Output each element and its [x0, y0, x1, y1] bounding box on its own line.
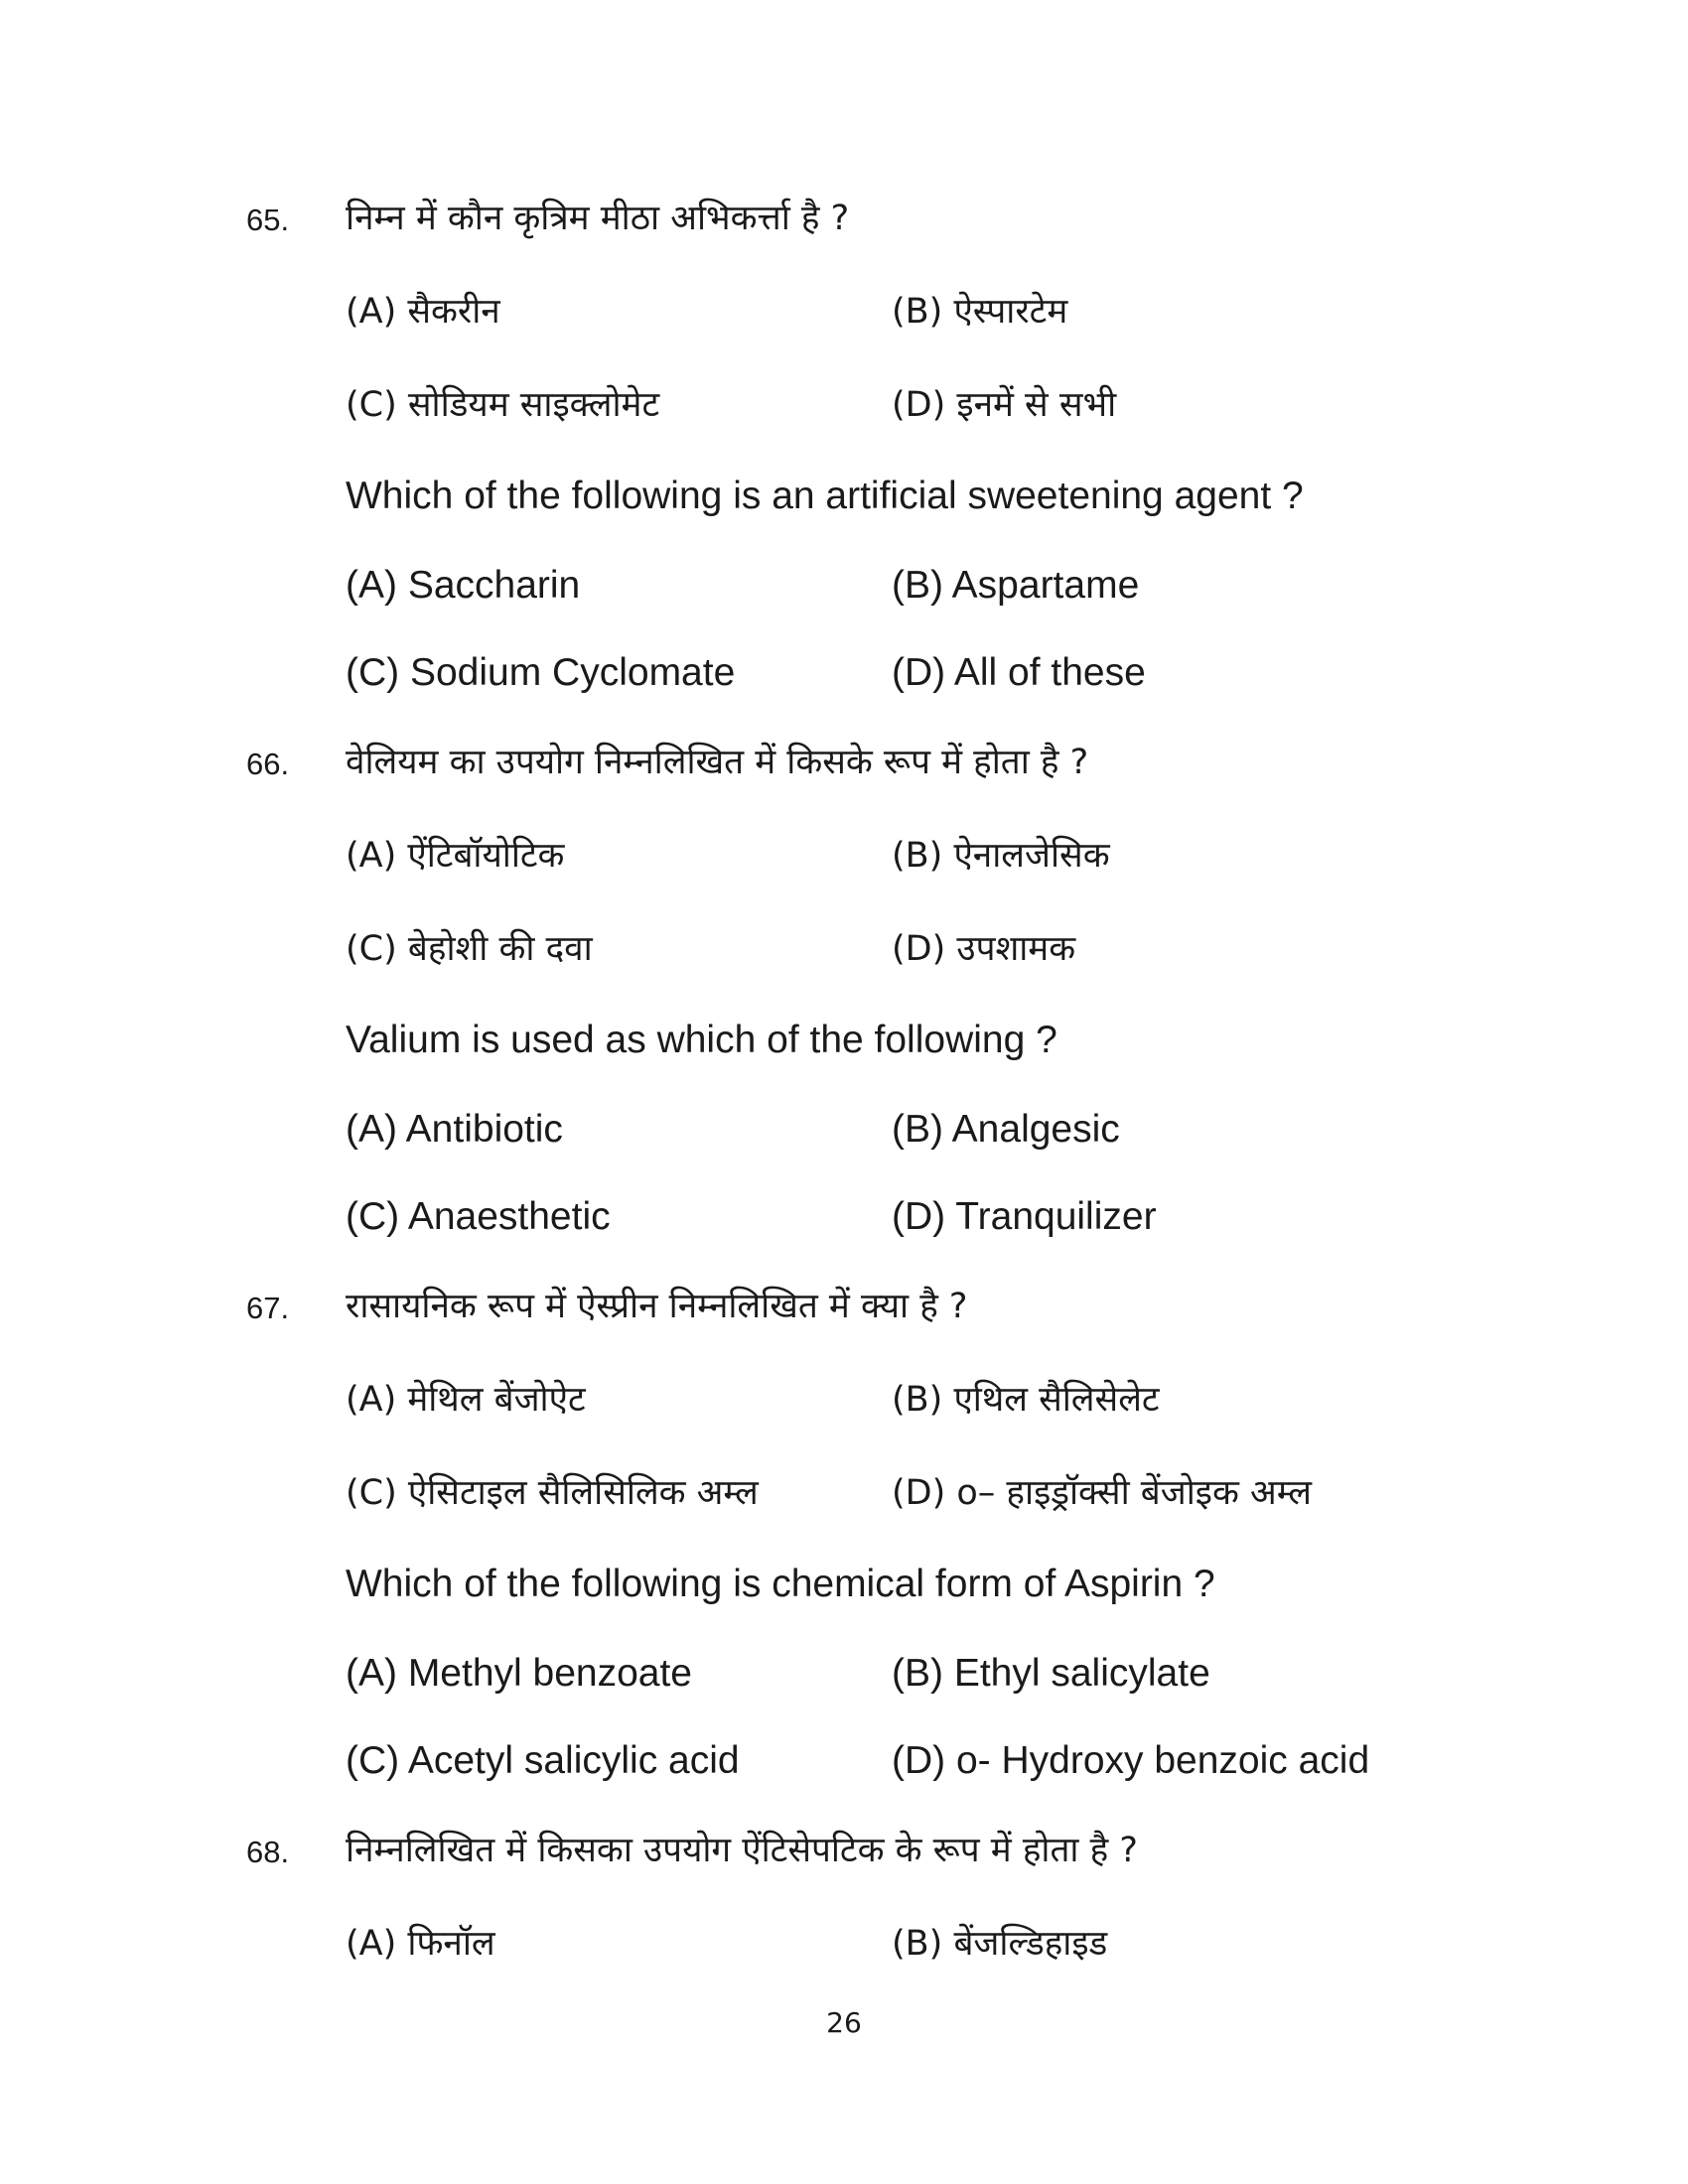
- option-b-hindi: (B) ऐनालजेसिक: [892, 836, 1110, 876]
- option-b-hindi: (B) एथिल सैलिसेलेट: [892, 1380, 1160, 1420]
- question-stem-english: Valium is used as which of the following ?: [346, 1019, 1057, 1061]
- option-d-english: (D) All of these: [892, 651, 1146, 694]
- option-a-hindi: (A) ऐंटिबॉयोटिक: [346, 836, 565, 876]
- option-d-hindi: (D) उपशामक: [892, 929, 1076, 969]
- question-stem-hindi: निम्नलिखित में किसका उपयोग ऐंटिसेपटिक के रूप में होता है ?: [346, 1831, 1138, 1870]
- question-stem-english: Which of the following is chemical form of Aspirin ?: [346, 1563, 1215, 1605]
- question-stem-hindi: वेलियम का उपयोग निम्नलिखित में किसके रूप में होता है ?: [346, 743, 1089, 782]
- question-number: 67.: [246, 1291, 290, 1325]
- question-number: 65.: [246, 203, 290, 237]
- option-b-english: (B) Aspartame: [892, 564, 1140, 607]
- question-number: 66.: [246, 747, 290, 781]
- option-c-english: (C) Anaesthetic: [346, 1195, 611, 1238]
- page-number: 26: [826, 2006, 862, 2039]
- option-c-hindi: (C) सोडियम साइक्लोमेट: [346, 385, 660, 425]
- option-c-hindi: (C) ऐसिटाइल सैलिसिलिक अम्ल: [346, 1473, 759, 1513]
- option-a-english: (A) Antibiotic: [346, 1108, 563, 1151]
- question-stem-hindi: निम्न में कौन कृत्रिम मीठा अभिकर्त्ता है ?: [346, 199, 850, 238]
- option-a-english: (A) Saccharin: [346, 564, 581, 607]
- option-b-hindi: (B) ऐस्पारटेम: [892, 292, 1068, 332]
- option-b-english: (B) Ethyl salicylate: [892, 1652, 1210, 1695]
- option-b-english: (B) Analgesic: [892, 1108, 1120, 1151]
- option-c-english: (C) Acetyl salicylic acid: [346, 1739, 740, 1782]
- question-number: 68.: [246, 1835, 290, 1869]
- question-stem-hindi: रासायनिक रूप में ऐस्प्रीन निम्नलिखित में क्या है ?: [346, 1287, 968, 1326]
- option-c-english: (C) Sodium Cyclomate: [346, 651, 736, 694]
- question-stem-english: Which of the following is an artificial sweetening agent ?: [346, 475, 1304, 517]
- option-a-hindi: (A) मेथिल बेंजोऐट: [346, 1380, 586, 1420]
- option-a-english: (A) Methyl benzoate: [346, 1652, 693, 1695]
- option-d-english: (D) o- Hydroxy benzoic acid: [892, 1739, 1370, 1782]
- option-b-hindi: (B) बेंजल्डिहाइड: [892, 1924, 1108, 1964]
- option-a-hindi: (A) सैकरीन: [346, 292, 500, 332]
- option-d-hindi: (D) इनमें से सभी: [892, 385, 1117, 425]
- option-a-hindi: (A) फिनॉल: [346, 1924, 495, 1964]
- option-d-english: (D) Tranquilizer: [892, 1195, 1157, 1238]
- option-c-hindi: (C) बेहोशी की दवा: [346, 929, 593, 969]
- option-d-hindi: (D) o– हाइड्रॉक्सी बेंजोइक अम्ल: [892, 1473, 1312, 1513]
